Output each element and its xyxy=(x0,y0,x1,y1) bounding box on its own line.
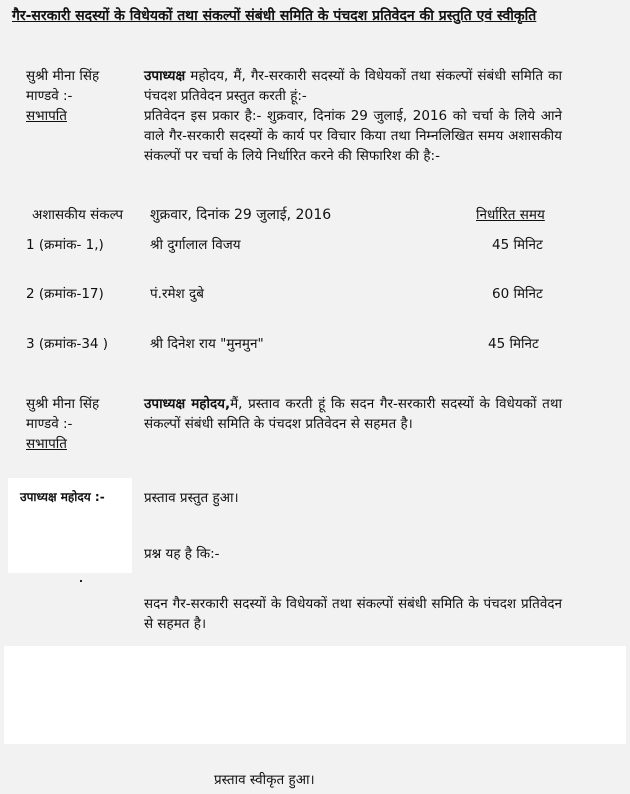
motion-moved-text: प्रस्ताव प्रस्तुत हुआ। xyxy=(144,490,239,506)
speaker-block-1 xyxy=(26,66,136,126)
question-body: सदन गैर-सरकारी सदस्यों के विधेयकों तथा संकल्पों संबंधी समिति के पंचदश प्रतिवेदन से सहमत है। xyxy=(144,596,562,632)
motion-text: मैं, प्रस्ताव करती हूं कि सदन गैर-सरकारी सदस्यों के विधेयकों तथा संकल्पों संबंधी समिति के पंचदश प्रतिवेदन से सहमत है। xyxy=(144,396,563,432)
motion-paragraph xyxy=(144,394,562,434)
table-row-item: 3 (क्रमांक-34 ) xyxy=(26,336,109,352)
speaker-name: सुश्री मीना सिंह xyxy=(26,396,100,412)
table-row-time: 45 मिनिट xyxy=(488,336,539,352)
report-paragraph xyxy=(144,106,562,166)
table-row-item: 2 (क्रमांक-17) xyxy=(26,286,104,302)
table-row-time: 60 मिनिट xyxy=(492,286,543,302)
speaker-role: सभापति xyxy=(26,436,67,452)
speaker-name-cont: माण्डवे :- xyxy=(26,88,73,104)
statement-text: महोदय, मैं, गैर-सरकारी सदस्यों के विधेयकों तथा संकल्पों संबंधी समिति का पंचदश प्रतिवेदन प्रस्तुत करती हूं:- xyxy=(144,68,562,104)
table-row-member: श्री दुर्गालाल विजय xyxy=(150,237,241,253)
table-row-time: 45 मिनिट xyxy=(492,237,543,253)
speaker-block-2 xyxy=(26,394,136,454)
speaker-role: सभापति xyxy=(26,108,67,124)
table-header-date: शुक्रवार, दिनांक 29 जुलाई, 2016 xyxy=(150,207,332,223)
speaker-name: सुश्री मीना सिंह xyxy=(26,68,100,84)
address-lead: उपाध्यक्ष महोदय, xyxy=(144,396,231,412)
table-row-item: 1 (क्रमांक- 1,) xyxy=(26,237,104,253)
stray-dot xyxy=(80,580,82,582)
statement-paragraph-1 xyxy=(144,66,562,106)
table-row-member: श्री दिनेश राय "मुनमुन" xyxy=(150,336,264,352)
motion-accepted-text: प्रस्ताव स्वीकृत हुआ। xyxy=(214,772,315,788)
question-text: प्रश्न यह है कि:- xyxy=(144,546,220,562)
blank-band xyxy=(4,646,626,744)
page-title: गैर-सरकारी सदस्यों के विधेयकों तथा संकल्पों संबंधी समिति के पंचदश प्रतिवेदन की प्रस्तुति एवं स्वीकृति xyxy=(12,8,537,24)
table-header-resolution: अशासकीय संकल्प xyxy=(32,207,124,223)
report-text: प्रतिवेदन इस प्रकार है:- शुक्रवार, दिनांक 29 जुलाई, 2016 को चर्चा के लिये आने वाले गैर-सरकारी सदस्यों के कार्य पर विचार किया तथा निम्नलिखित समय अशासकीय संकल्पों पर चर्चा के लिये निर्धारित करने की सिफारिश की है:- xyxy=(144,108,562,164)
table-row-member: पं.रमेश दुबे xyxy=(150,286,204,302)
address-lead: उपाध्यक्ष xyxy=(144,68,186,84)
deputy-speaker-label: उपाध्यक्ष महोदय :- xyxy=(20,490,105,504)
speaker-name-cont: माण्डवे :- xyxy=(26,416,73,432)
table-header-time: निर्धारित समय xyxy=(476,207,545,223)
